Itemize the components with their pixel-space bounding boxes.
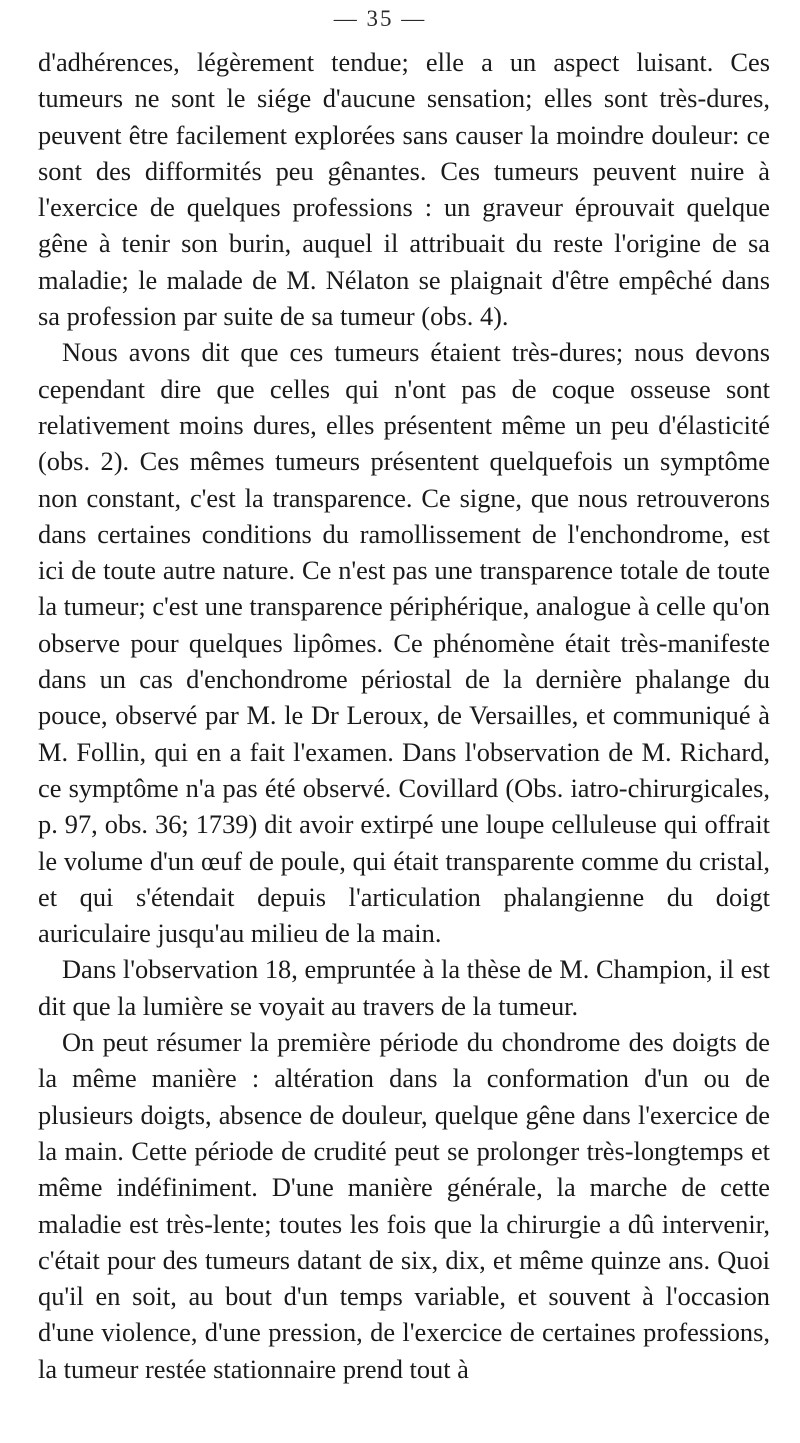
paragraph-1: d'adhérences, légèrement tendue; elle a un aspect luisant. Ces tumeurs ne sont le siége d'aucune sensation; elles sont très-dures, peuvent être facilement explorées sans causer la moindre douleur: ce sont des difformités peu gênantes. Ces tumeurs peuvent nuire à l'exercice de quelques professions : un graveur éprouvait quelque gêne à tenir son burin, auquel il attribuait du reste l'origine de sa maladie; le malade de M. Nélaton se plaignait d'être empêché dans sa profession par suite de sa tumeur (obs. 4).: [38, 47, 770, 332]
page-number: — 35 —: [333, 6, 427, 31]
paragraph-3: Dans l'observation 18, empruntée à la thèse de M. Champion, il est dit que la lumière se voyait au travers de la tumeur.: [38, 954, 770, 1021]
paragraph-2: Nous avons dit que ces tumeurs étaient très-dures; nous devons cependant dire que celles qui n'ont pas de coque osseuse sont relativement moins dures, elles présentent même un peu d'élasticité (obs. 2). Ces mêmes tumeurs présentent quelquefois un symptôme non constant, c'est la transparence. Ce signe, que nous retrouverons dans certaines conditions du ramollissement de l'enchondrome, est ici de toute autre nature. Ce n'est pas une transparence totale de toute la tumeur; c'est une transparence périphérique, analogue à celle qu'on observe pour quelques lipômes. Ce phénomène était très-manifeste dans un cas d'enchondrome périostal de la dernière phalange du pouce, observé par M. le Dr Leroux, de Versailles, et communiqué à M. Follin, qui en a fait l'examen. Dans l'observation de M. Richard, ce symptôme n'a pas été observé. Covillard (Obs. iatro-chirurgicales, p. 97, obs. 36; 1739) dit avoir extirpé une loupe celluleuse qui offrait le volume d'un œuf de poule, qui était transparente comme du cristal, et qui s'étendait depuis l'articulation phalangienne du doigt auriculaire jusqu'au milieu de la main.: [38, 337, 770, 949]
paragraph-4: On peut résumer la première période du chondrome des doigts de la même manière : altération dans la conformation d'un ou de plusieurs doigts, absence de douleur, quelque gêne dans l'exercice de la main. Cette période de crudité peut se prolonger très-longtemps et même indéfiniment. D'une manière générale, la marche de cette maladie est très-lente; toutes les fois que la chirurgie a dû intervenir, c'était pour des tumeurs datant de six, dix, et même quinze ans. Quoi qu'il en soit, au bout d'un temps variable, et souvent à l'occasion d'une violence, d'une pression, de l'exercice de certaines professions, la tumeur restée stationnaire prend tout à: [38, 1027, 770, 1384]
body-text: [38, 44, 770, 1387]
